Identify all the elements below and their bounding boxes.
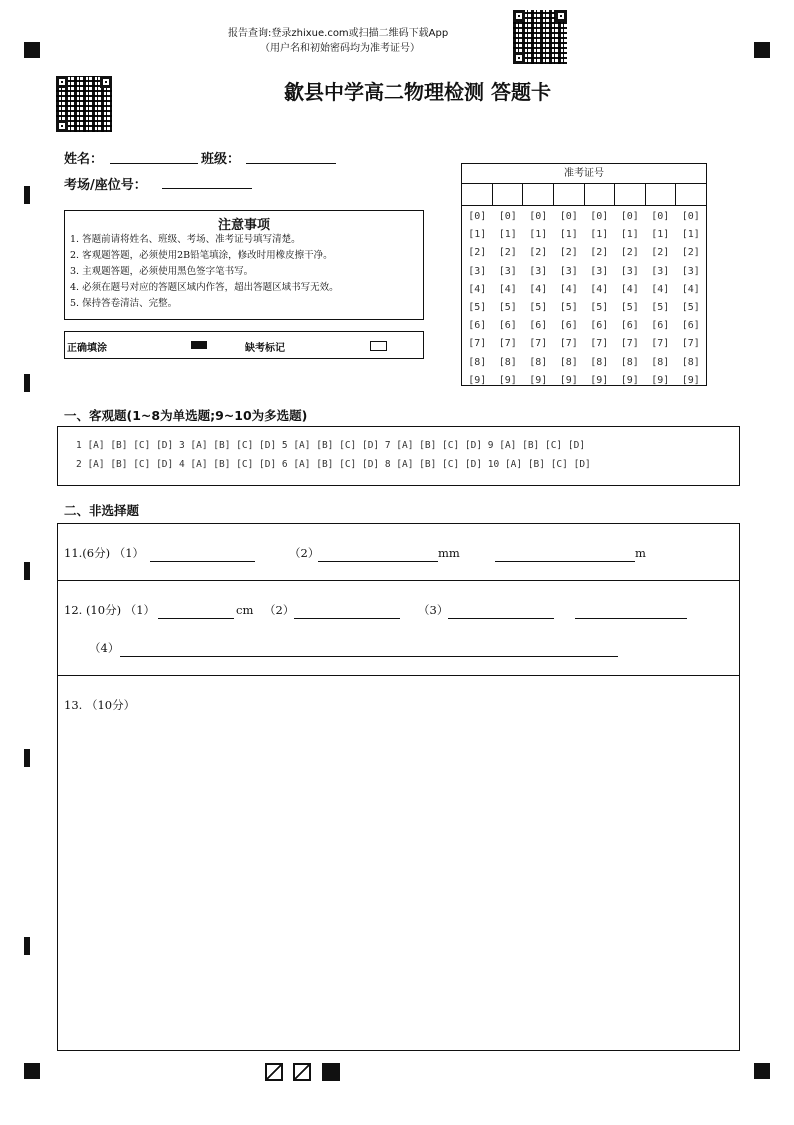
exam-id-bubble[interactable]: [1] xyxy=(468,229,487,241)
exam-id-bubble[interactable]: [4] xyxy=(651,283,670,295)
exam-id-bubble[interactable]: [0] xyxy=(498,211,517,222)
exam-id-bubble[interactable]: [4] xyxy=(681,283,700,295)
q11-part2-label: （2） xyxy=(289,546,320,560)
exam-id-bubble[interactable]: [5] xyxy=(529,302,548,314)
exam-id-bubble[interactable]: [3] xyxy=(651,265,670,277)
exam-id-bubble[interactable]: [5] xyxy=(620,302,639,314)
q12-blank-5[interactable] xyxy=(120,656,618,657)
exam-id-bubble[interactable]: [2] xyxy=(651,247,670,259)
class-field[interactable] xyxy=(246,163,336,164)
exam-id-bubble[interactable]: [9] xyxy=(559,374,578,386)
exam-id-bubble[interactable]: [6] xyxy=(620,320,639,332)
exam-id-bubble[interactable]: [9] xyxy=(590,374,609,386)
notice-item: 4. 必须在题号对应的答题区域内作答，超出答题区域书写无效。 xyxy=(70,282,339,293)
exam-id-bubble[interactable]: [0] xyxy=(590,211,609,222)
exam-id-bubble[interactable]: [2] xyxy=(620,247,639,259)
exam-id-bubble[interactable]: [8] xyxy=(498,356,517,368)
exam-id-bubble[interactable]: [0] xyxy=(620,211,639,222)
q12-part2-label: （2） xyxy=(264,603,295,617)
exam-id-bubble[interactable]: [9] xyxy=(498,374,517,386)
exam-id-column[interactable] xyxy=(493,208,524,390)
exam-id-write-cells[interactable] xyxy=(462,184,706,206)
name-label: 姓名： xyxy=(64,152,104,167)
exam-id-bubble[interactable]: [3] xyxy=(468,265,487,277)
exam-id-bubble[interactable]: [6] xyxy=(590,320,609,332)
exam-id-bubble[interactable]: [1] xyxy=(559,229,578,241)
q12-part3-label: （3） xyxy=(418,603,449,617)
exam-id-bubble[interactable]: [8] xyxy=(468,356,487,368)
fill-example-box xyxy=(64,331,424,359)
exam-id-column[interactable] xyxy=(676,208,707,390)
notice-item: 1. 答题前请将姓名、班级、考场、准考证号填写清楚。 xyxy=(70,234,301,245)
exam-id-column[interactable] xyxy=(523,208,554,390)
absent-mark-checkbox[interactable] xyxy=(370,341,387,351)
mc-row-2[interactable]: 2 [A] [B] [C] [D] 4 [A] [B] [C] [D] 6 [A] [B] [C] [D] 8 [A] [B] [C] [D] 10 [A] [B] [C] [D] xyxy=(76,459,591,470)
notice-item: 2. 客观题答题，必须使用2B铅笔填涂，修改时用橡皮擦干净。 xyxy=(70,250,333,261)
q12-unit-cm: cm xyxy=(236,603,254,617)
exam-id-bubble[interactable]: [3] xyxy=(529,265,548,277)
report-query-line: 报告查询:登录zhixue.com或扫描二维码下载App xyxy=(228,28,449,39)
name-field[interactable] xyxy=(110,163,198,164)
corner-mark-top-left xyxy=(24,42,40,58)
exam-id-bubble[interactable]: [5] xyxy=(681,302,700,314)
exam-id-column[interactable] xyxy=(584,208,615,390)
exam-id-bubble[interactable]: [6] xyxy=(468,320,487,332)
exam-id-bubble[interactable]: [9] xyxy=(529,374,548,386)
exam-id-bubble[interactable]: [8] xyxy=(529,356,548,368)
exam-id-bubble[interactable]: [5] xyxy=(651,302,670,314)
exam-id-grid xyxy=(461,163,707,386)
exam-id-column[interactable] xyxy=(554,208,585,390)
exam-id-bubble[interactable]: [8] xyxy=(651,356,670,368)
exam-id-title: 准考证号 xyxy=(462,164,706,184)
page-mark-hatched-1 xyxy=(265,1063,283,1081)
q11-blank-3[interactable] xyxy=(495,561,635,562)
exam-id-bubble-columns[interactable] xyxy=(462,206,706,390)
exam-id-bubble[interactable]: [3] xyxy=(559,265,578,277)
exam-id-bubble[interactable]: [5] xyxy=(590,302,609,314)
exam-id-bubble[interactable]: [6] xyxy=(559,320,578,332)
correct-fill-sample xyxy=(191,341,207,349)
mc-row-1[interactable]: 1 [A] [B] [C] [D] 3 [A] [B] [C] [D] 5 [A] [B] [C] [D] 7 [A] [B] [C] [D] 9 [A] [B] [C] [D] xyxy=(76,440,586,451)
app-qr-code[interactable] xyxy=(513,10,567,64)
exam-id-bubble[interactable]: [0] xyxy=(468,211,487,222)
exam-id-bubble[interactable]: [9] xyxy=(468,374,487,386)
exam-id-column[interactable] xyxy=(645,208,676,390)
exam-id-bubble[interactable]: [7] xyxy=(559,338,578,350)
exam-id-bubble[interactable]: [2] xyxy=(590,247,609,259)
exam-id-bubble[interactable]: [8] xyxy=(590,356,609,368)
student-qr-code xyxy=(56,76,112,132)
notice-item: 5. 保持答卷清洁、完整。 xyxy=(70,298,178,309)
q11-blank-2[interactable] xyxy=(318,561,438,562)
section1-title: 一、客观题(1~8为单选题;9~10为多选题) xyxy=(64,408,308,423)
exam-id-bubble[interactable]: [4] xyxy=(590,283,609,295)
notice-item: 3. 主观题答题，必须使用黑色签字笔书写。 xyxy=(70,266,254,277)
q12-answer-area xyxy=(57,580,740,676)
timing-mark xyxy=(24,749,30,767)
q12-blank-3[interactable] xyxy=(448,618,554,619)
exam-id-bubble[interactable]: [7] xyxy=(498,338,517,350)
q11-blank-1[interactable] xyxy=(150,561,255,562)
q11-unit-mm: mm xyxy=(438,546,460,560)
exam-id-column[interactable] xyxy=(615,208,646,390)
exam-id-bubble[interactable]: [4] xyxy=(468,283,487,295)
exam-id-bubble[interactable]: [3] xyxy=(620,265,639,277)
exam-id-bubble[interactable]: [0] xyxy=(681,211,700,222)
corner-mark-bottom-left xyxy=(24,1063,40,1079)
exam-id-bubble[interactable]: [7] xyxy=(620,338,639,350)
page-title: 歙县中学高二物理检测 答题卡 xyxy=(284,80,551,104)
exam-id-bubble[interactable]: [2] xyxy=(681,247,700,259)
page-mark-solid xyxy=(322,1063,340,1081)
exam-id-bubble[interactable]: [1] xyxy=(529,229,548,241)
exam-id-bubble[interactable]: [8] xyxy=(559,356,578,368)
exam-id-bubble[interactable]: [5] xyxy=(559,302,578,314)
section2-title: 二、非选择题 xyxy=(64,503,140,518)
exam-id-bubble[interactable]: [7] xyxy=(468,338,487,350)
correct-fill-label: 正确填涂 xyxy=(67,343,107,354)
exam-id-column[interactable] xyxy=(462,208,493,390)
page-mark-hatched-2 xyxy=(293,1063,311,1081)
class-label: 班级： xyxy=(201,152,241,167)
q13-answer-area[interactable] xyxy=(57,675,740,1051)
exam-id-bubble[interactable]: [3] xyxy=(681,265,700,277)
exam-id-bubble[interactable]: [5] xyxy=(498,302,517,314)
exam-id-bubble[interactable]: [0] xyxy=(559,211,578,222)
exam-id-bubble[interactable]: [1] xyxy=(590,229,609,241)
exam-id-bubble[interactable]: [6] xyxy=(681,320,700,332)
exam-id-bubble[interactable]: [3] xyxy=(590,265,609,277)
room-seat-label: 考场/座位号： xyxy=(64,178,147,193)
q13-label: 13. （10分） xyxy=(64,698,136,712)
exam-id-bubble[interactable]: [4] xyxy=(498,283,517,295)
exam-id-bubble[interactable]: [8] xyxy=(681,356,700,368)
exam-id-bubble[interactable]: [7] xyxy=(529,338,548,350)
exam-id-bubble[interactable]: [2] xyxy=(498,247,517,259)
exam-id-bubble[interactable]: [1] xyxy=(620,229,639,241)
exam-id-bubble[interactable]: [9] xyxy=(681,374,700,386)
exam-id-bubble[interactable]: [9] xyxy=(651,374,670,386)
room-seat-field[interactable] xyxy=(162,188,252,189)
objective-answer-box[interactable] xyxy=(57,426,740,486)
exam-id-bubble[interactable]: [1] xyxy=(651,229,670,241)
q12-label: 12. (10分) （1） xyxy=(64,603,156,617)
exam-id-bubble[interactable]: [1] xyxy=(681,229,700,241)
exam-id-bubble[interactable]: [7] xyxy=(590,338,609,350)
q11-unit-m: m xyxy=(635,546,646,560)
timing-mark xyxy=(24,562,30,580)
exam-id-bubble[interactable]: [8] xyxy=(620,356,639,368)
exam-id-bubble[interactable]: [6] xyxy=(651,320,670,332)
exam-id-bubble[interactable]: [0] xyxy=(651,211,670,222)
exam-id-bubble[interactable]: [4] xyxy=(559,283,578,295)
exam-id-bubble[interactable]: [7] xyxy=(651,338,670,350)
notice-box xyxy=(64,210,424,320)
exam-id-bubble[interactable]: [2] xyxy=(468,247,487,259)
exam-id-bubble[interactable]: [7] xyxy=(681,338,700,350)
q11-label: 11.(6分) （1） xyxy=(64,546,145,560)
exam-id-bubble[interactable]: [4] xyxy=(620,283,639,295)
q12-blank-4[interactable] xyxy=(575,618,687,619)
exam-id-bubble[interactable]: [1] xyxy=(498,229,517,241)
corner-mark-bottom-right xyxy=(754,1063,770,1079)
corner-mark-top-right xyxy=(754,42,770,58)
q12-blank-1[interactable] xyxy=(158,618,234,619)
exam-id-bubble[interactable]: [0] xyxy=(529,211,548,222)
absent-mark-label: 缺考标记 xyxy=(245,343,285,354)
timing-mark xyxy=(24,186,30,204)
timing-mark xyxy=(24,937,30,955)
exam-id-bubble[interactable]: [4] xyxy=(529,283,548,295)
q12-part4-label: （4） xyxy=(89,641,120,655)
notice-title: 注意事项 xyxy=(217,218,270,233)
exam-id-bubble[interactable]: [9] xyxy=(620,374,639,386)
report-query-note: （用户名和初始密码均为准考证号） xyxy=(260,43,420,54)
q12-blank-2[interactable] xyxy=(294,618,400,619)
exam-id-bubble[interactable]: [6] xyxy=(498,320,517,332)
exam-id-bubble[interactable]: [6] xyxy=(529,320,548,332)
exam-id-bubble[interactable]: [5] xyxy=(468,302,487,314)
exam-id-bubble[interactable]: [2] xyxy=(529,247,548,259)
exam-id-bubble[interactable]: [2] xyxy=(559,247,578,259)
exam-id-bubble[interactable]: [3] xyxy=(498,265,517,277)
timing-mark xyxy=(24,374,30,392)
